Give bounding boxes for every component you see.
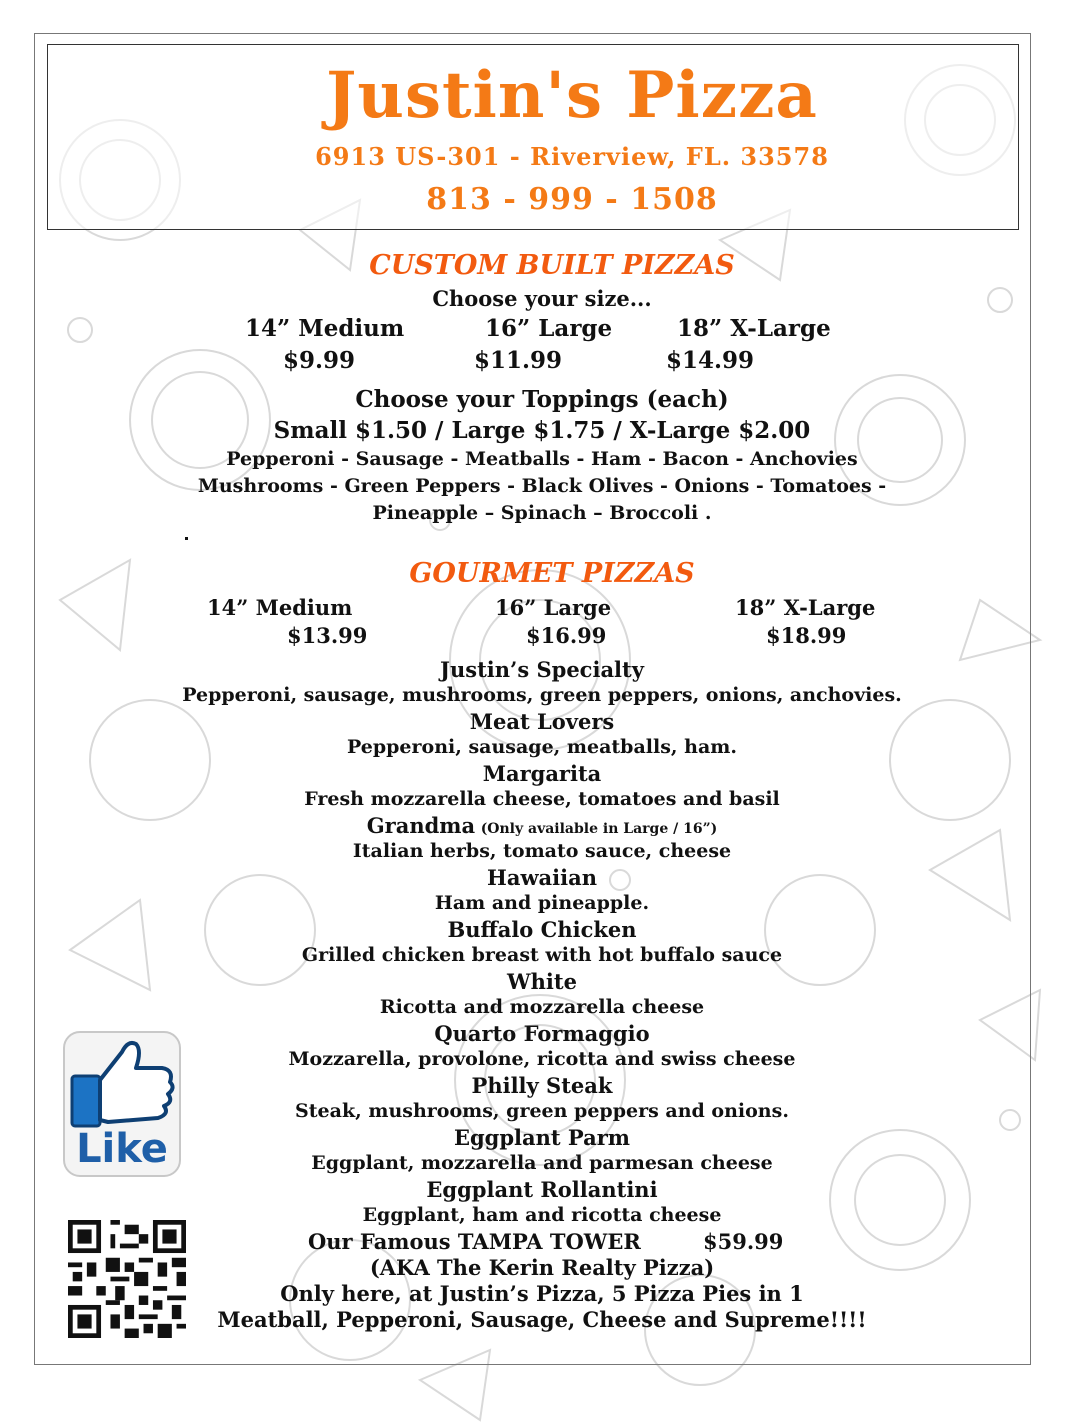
gourmet-size-large: 16” Large bbox=[495, 595, 612, 620]
restaurant-address: 6913 US-301 - Riverview, FL. 33578 bbox=[315, 142, 829, 171]
gourmet-item-name: Quarto Formaggio bbox=[434, 1021, 650, 1046]
toppings-heading: Choose your Toppings (each) bbox=[355, 386, 729, 413]
tampa-tower-line: Meatball, Pepperoni, Sausage, Cheese and Supreme!!!! bbox=[217, 1307, 867, 1332]
toppings-line: Pepperoni - Sausage - Meatballs - Ham - Bacon - Anchovies bbox=[226, 448, 858, 470]
gourmet-item-desc: Ham and pineapple. bbox=[434, 892, 650, 914]
tampa-tower-aka: (AKA The Kerin Realty Pizza) bbox=[369, 1255, 715, 1280]
gourmet-price-large: $16.99 bbox=[526, 623, 607, 648]
gourmet-item-desc: Grilled chicken breast with hot buffalo sauce bbox=[301, 944, 783, 966]
custom-price-xlarge: $14.99 bbox=[666, 347, 755, 374]
gourmet-item-note: (Only available in Large / 16”) bbox=[480, 821, 718, 837]
gourmet-size-medium: 14” Medium bbox=[207, 595, 353, 620]
gourmet-item-name: Eggplant Rollantini bbox=[426, 1177, 658, 1202]
custom-size-xlarge: 18” X-Large bbox=[677, 315, 831, 342]
gourmet-item-desc: Pepperoni, sausage, meatballs, ham. bbox=[347, 736, 737, 758]
custom-price-large: $11.99 bbox=[474, 347, 563, 374]
tampa-tower-price: $59.99 bbox=[703, 1229, 784, 1254]
gourmet-item-desc: Steak, mushrooms, green peppers and onions. bbox=[295, 1100, 789, 1122]
gourmet-price-xlarge: $18.99 bbox=[766, 623, 847, 648]
gourmet-item-desc: Pepperoni, sausage, mushrooms, green peppers, onions, anchovies. bbox=[182, 684, 902, 706]
gourmet-size-xlarge: 18” X-Large bbox=[735, 595, 876, 620]
restaurant-phone[interactable]: 813 - 999 - 1508 bbox=[426, 182, 718, 217]
gourmet-item-desc: Eggplant, ham and ricotta cheese bbox=[362, 1204, 722, 1226]
gourmet-item-name: Grandma bbox=[366, 813, 476, 838]
like-badge[interactable] bbox=[62, 1030, 182, 1178]
custom-price-medium: $9.99 bbox=[283, 347, 356, 374]
gourmet-item-desc: Eggplant, mozzarella and parmesan cheese bbox=[311, 1152, 773, 1174]
gourmet-item-name: Eggplant Parm bbox=[453, 1125, 631, 1150]
qr-code-icon[interactable] bbox=[66, 1220, 188, 1338]
tampa-tower-line: Only here, at Justin’s Pizza, 5 Pizza Pies in 1 bbox=[280, 1281, 804, 1306]
gourmet-item-name: Hawaiian bbox=[487, 865, 597, 890]
gourmet-item-name: White bbox=[507, 969, 577, 994]
gourmet-item-name: Margarita bbox=[482, 761, 602, 786]
gourmet-item-grandma-row bbox=[0, 813, 1084, 838]
gourmet-item-desc: Ricotta and mozzarella cheese bbox=[379, 996, 705, 1018]
like-label: Like bbox=[76, 1126, 168, 1172]
custom-size-large: 16” Large bbox=[485, 315, 613, 342]
gourmet-item-name: Philly Steak bbox=[471, 1073, 613, 1098]
gourmet-item-desc: Fresh mozzarella cheese, tomatoes and basil bbox=[304, 788, 780, 810]
restaurant-title: Justin's Pizza bbox=[326, 58, 818, 133]
choose-size-heading: Choose your size... bbox=[432, 286, 652, 311]
gourmet-item-name: Buffalo Chicken bbox=[447, 917, 637, 942]
gourmet-item-desc: Mozzarella, provolone, ricotta and swiss cheese bbox=[288, 1048, 796, 1070]
custom-size-medium: 14” Medium bbox=[245, 315, 405, 342]
custom-section-title: CUSTOM BUILT PIZZAS bbox=[369, 250, 735, 281]
gourmet-item-name: Meat Lovers bbox=[469, 709, 615, 734]
gourmet-price-medium: $13.99 bbox=[287, 623, 368, 648]
stray-dot bbox=[185, 537, 188, 540]
toppings-line: Pineapple – Spinach – Broccoli . bbox=[372, 502, 712, 524]
topping-prices: Small $1.50 / Large $1.75 / X-Large $2.00 bbox=[273, 417, 811, 444]
gourmet-section-title: GOURMET PIZZAS bbox=[409, 558, 695, 589]
gourmet-item-name: Justin’s Specialty bbox=[440, 657, 644, 682]
gourmet-item-desc: Italian herbs, tomato sauce, cheese bbox=[352, 840, 732, 862]
tampa-tower-name: Our Famous TAMPA TOWER bbox=[308, 1229, 641, 1254]
toppings-line: Mushrooms - Green Peppers - Black Olives - Onions - Tomatoes - bbox=[197, 475, 887, 497]
